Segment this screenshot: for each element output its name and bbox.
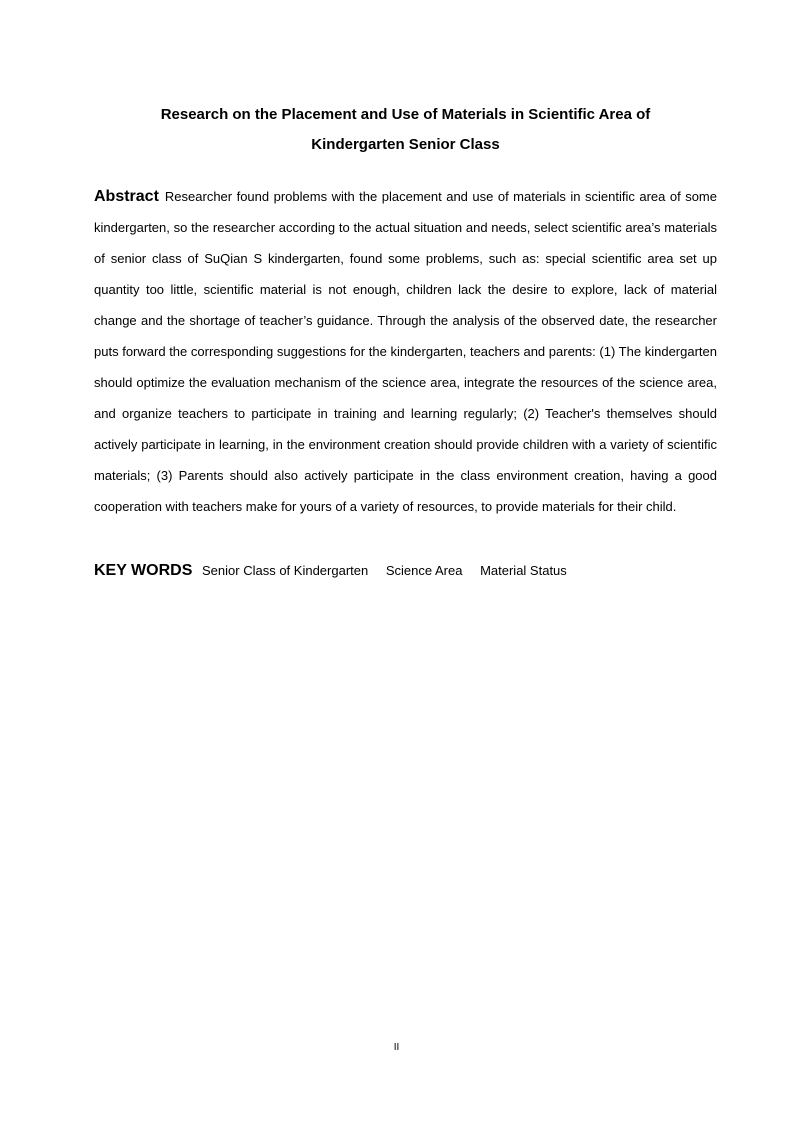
keywords-label: KEY WORDS — [94, 562, 193, 579]
page-number: II — [393, 1042, 400, 1053]
keywords-section — [94, 557, 717, 585]
title-line-1: Research on the Placement and Use of Materials in Scientific Area of — [160, 106, 651, 123]
keyword-item: Senior Class of Kindergarten — [202, 563, 369, 578]
keyword-item: Science Area — [385, 563, 463, 578]
abstract-label: Abstract — [94, 188, 159, 205]
abstract-text: Researcher found problems with the placement and use of materials in scientific area of some kindergarten, so the researcher according to the actual situation and needs, select scientific area’s materials of senior class of SuQian S kindergarten, found some problems, such as: special scientific area set up quantity too little, scientific material is not enough, children lack the desire to explore, lack of material change and the shortage of teacher’s guidance. Through the analysis of the observed date, the researcher puts forward the corresponding suggestions for the kindergarten, teachers and parents: (1) The kindergarten should optimize the evaluation mechanism of the science area, integrate the resources of the science area, and organize teachers to participate in training and learning regularly; (2) Teacher's themselves should actively participate in learning, in the environment creation should provide children with a variety of scientific materials; (3) Parents should also actively participate in the class environment creation, having a good cooperation with teachers make for yours of a variety of resources, to provide materials for their child. — [94, 189, 717, 514]
abstract-section — [94, 181, 717, 522]
keyword-item: Material Status — [480, 563, 567, 578]
title-line-2: Kindergarten Senior Class — [311, 136, 500, 153]
document-title — [94, 100, 717, 160]
